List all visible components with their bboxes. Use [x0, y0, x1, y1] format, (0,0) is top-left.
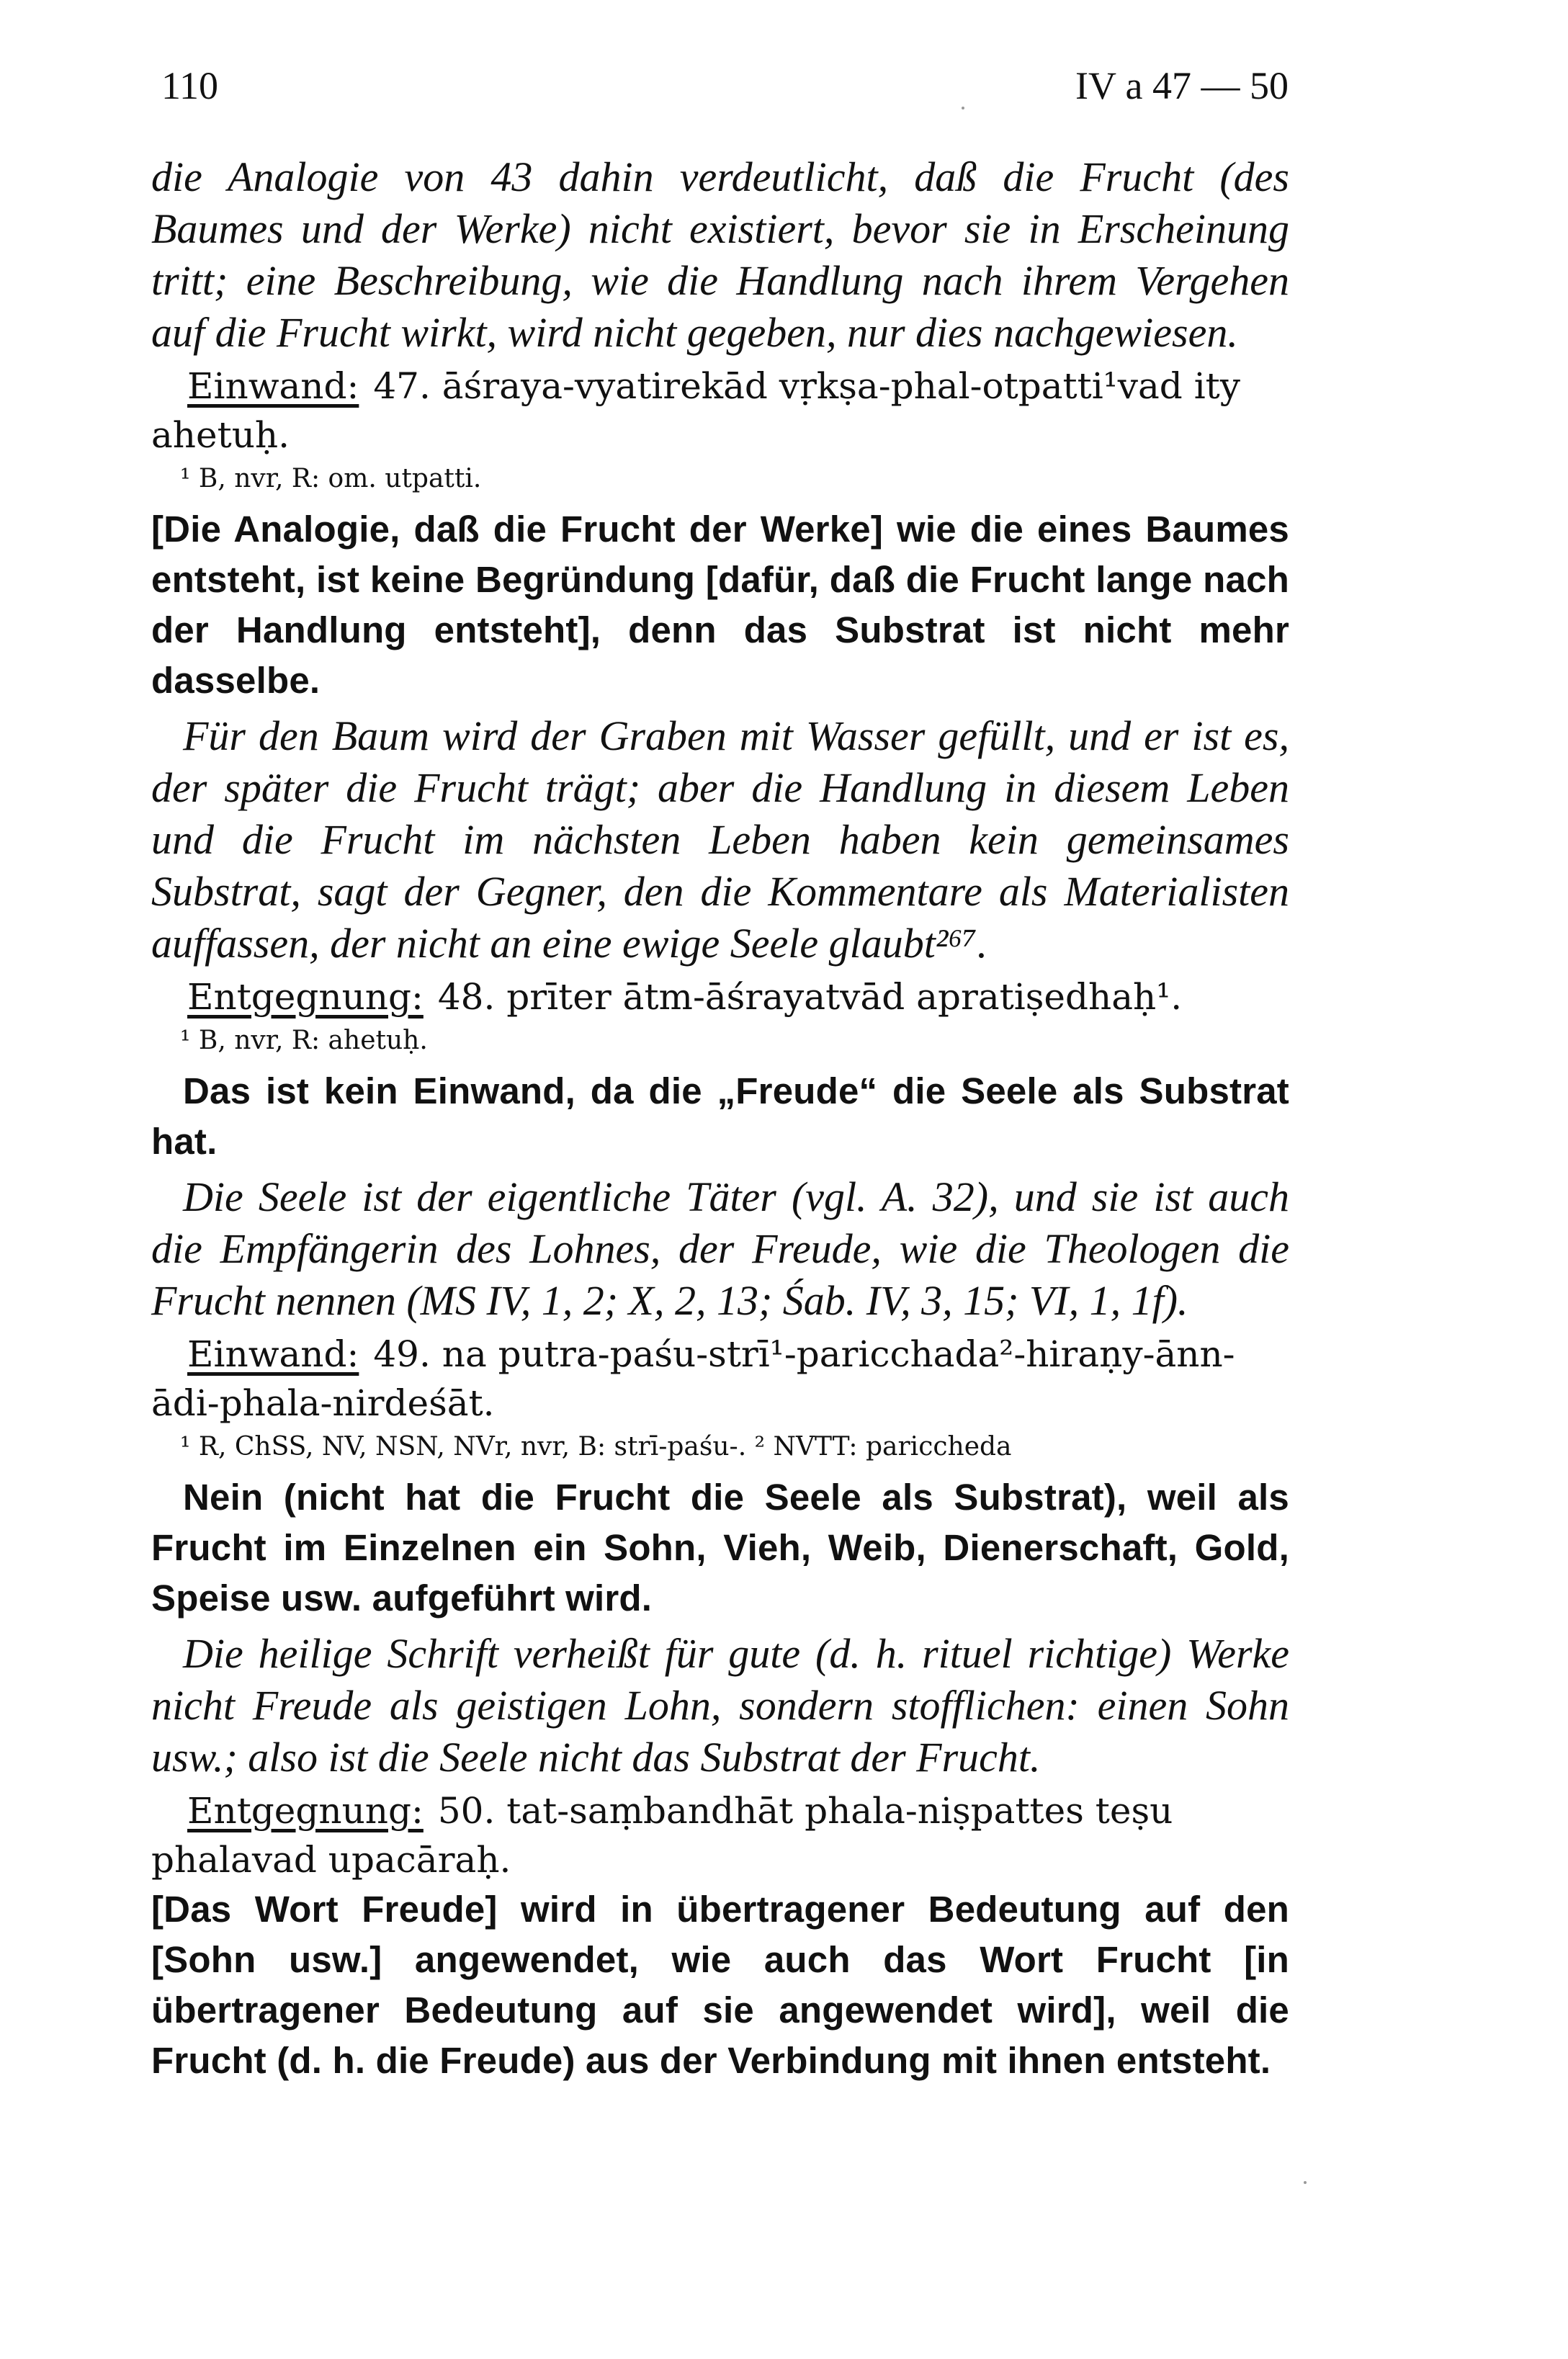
- sutra-47: [151, 362, 1289, 460]
- sutra-50: [151, 1786, 1289, 1884]
- sutra-text: 50. tat-saṃbandhāt phala-niṣpattes teṣu phalavad upacāraḥ.: [151, 1790, 1173, 1881]
- page-body: [151, 151, 1289, 2090]
- sutra-49: [151, 1330, 1289, 1428]
- page-number: 110: [161, 64, 218, 107]
- reply-label: Entgegnung:: [187, 976, 424, 1018]
- commentary: Für den Baum wird der Graben mit Wasser gefüllt, und er ist es, der später die Frucht trägt; aber die Handlung in diesem Leben und die Frucht im nächsten Leben haben kein gemeinsames Substrat, sagt der Gegner, den die Kommentare als Materialisten auffassen, der nicht an eine ewige Seele glaubt²⁶⁷.: [151, 712, 1289, 967]
- footnote: ¹ B, nvr, R: om. utpatti.: [180, 464, 482, 493]
- objection-label: Einwand:: [187, 1333, 359, 1375]
- footnote: ¹ R, ChSS, NV, NSN, NVr, nvr, B: strī-paśu-. ² NVTT: pariccheda: [180, 1432, 1012, 1461]
- translation: [Das Wort Freude] wird in übertragener Bedeutung auf den [Sohn usw.] angewendet, wie auch das Wort Frucht [in übertragener Bedeutung auf sie angewendet wird], weil die Frucht (d. h. die Freude) aus der Verbindung mit ihnen entsteht.: [151, 1889, 1289, 2081]
- translation: [Die Analogie, daß die Frucht der Werke] wie die eines Baumes entsteht, ist keine Begründung [dafür, daß die Frucht lange nach der Handlung entsteht], denn das Substrat ist nicht mehr dasselbe.: [151, 509, 1289, 701]
- translation: Das ist kein Einwand, da die „Freude“ die Seele als Substrat hat.: [151, 1070, 1289, 1162]
- sutra-text: 48. prīter ātm-āśrayatvād apratiṣedhaḥ¹.: [437, 976, 1183, 1018]
- objection-label: Einwand:: [187, 365, 359, 407]
- section-reference: IV a 47 — 50: [1075, 64, 1289, 107]
- translation: Nein (nicht hat die Frucht die Seele als Substrat), weil als Frucht im Einzelnen ein Sohn, Vieh, Weib, Dienerschaft, Gold, Speise usw. aufgeführt wird.: [151, 1477, 1289, 1619]
- scan-speck: [962, 107, 964, 109]
- footnote: ¹ B, nvr, R: ahetuḥ.: [180, 1026, 428, 1055]
- intro-commentary: die Analogie von 43 dahin verdeutlicht, daß die Frucht (des Baumes und der Werke) nicht existiert, bevor sie in Erscheinung tritt; eine Beschreibung, wie die Handlung nach ihrem Vergehen auf die Frucht wirkt, wird nicht gegeben, nur dies nachgewiesen.: [151, 153, 1289, 356]
- scan-speck: [1304, 2181, 1307, 2184]
- page-header: [161, 63, 1289, 121]
- reply-label: Entgegnung:: [187, 1790, 424, 1832]
- commentary: Die heilige Schrift verheißt für gute (d. h. rituel richtige) Werke nicht Freude als geistigen Lohn, sondern stofflichen: einen Sohn usw.; also ist die Seele nicht das Substrat der Frucht.: [151, 1630, 1289, 1781]
- sutra-48: [151, 972, 1289, 1021]
- sutra-text: 47. āśraya-vyatirekād vṛkṣa-phal-otpatti¹vad ity ahetuḥ.: [151, 365, 1241, 456]
- sutra-text: 49. na putra-paśu-strī¹-paricchada²-hiraṇy-ānn-ādi-phala-nirdeśāt.: [151, 1333, 1235, 1424]
- commentary: Die Seele ist der eigentliche Täter (vgl. A. 32), und sie ist auch die Empfängerin des Lohnes, der Freude, wie die Theologen die Frucht nennen (MS IV, 1, 2; X, 2, 13; Śab. IV, 3, 15; VI, 1, 1f).: [151, 1173, 1289, 1324]
